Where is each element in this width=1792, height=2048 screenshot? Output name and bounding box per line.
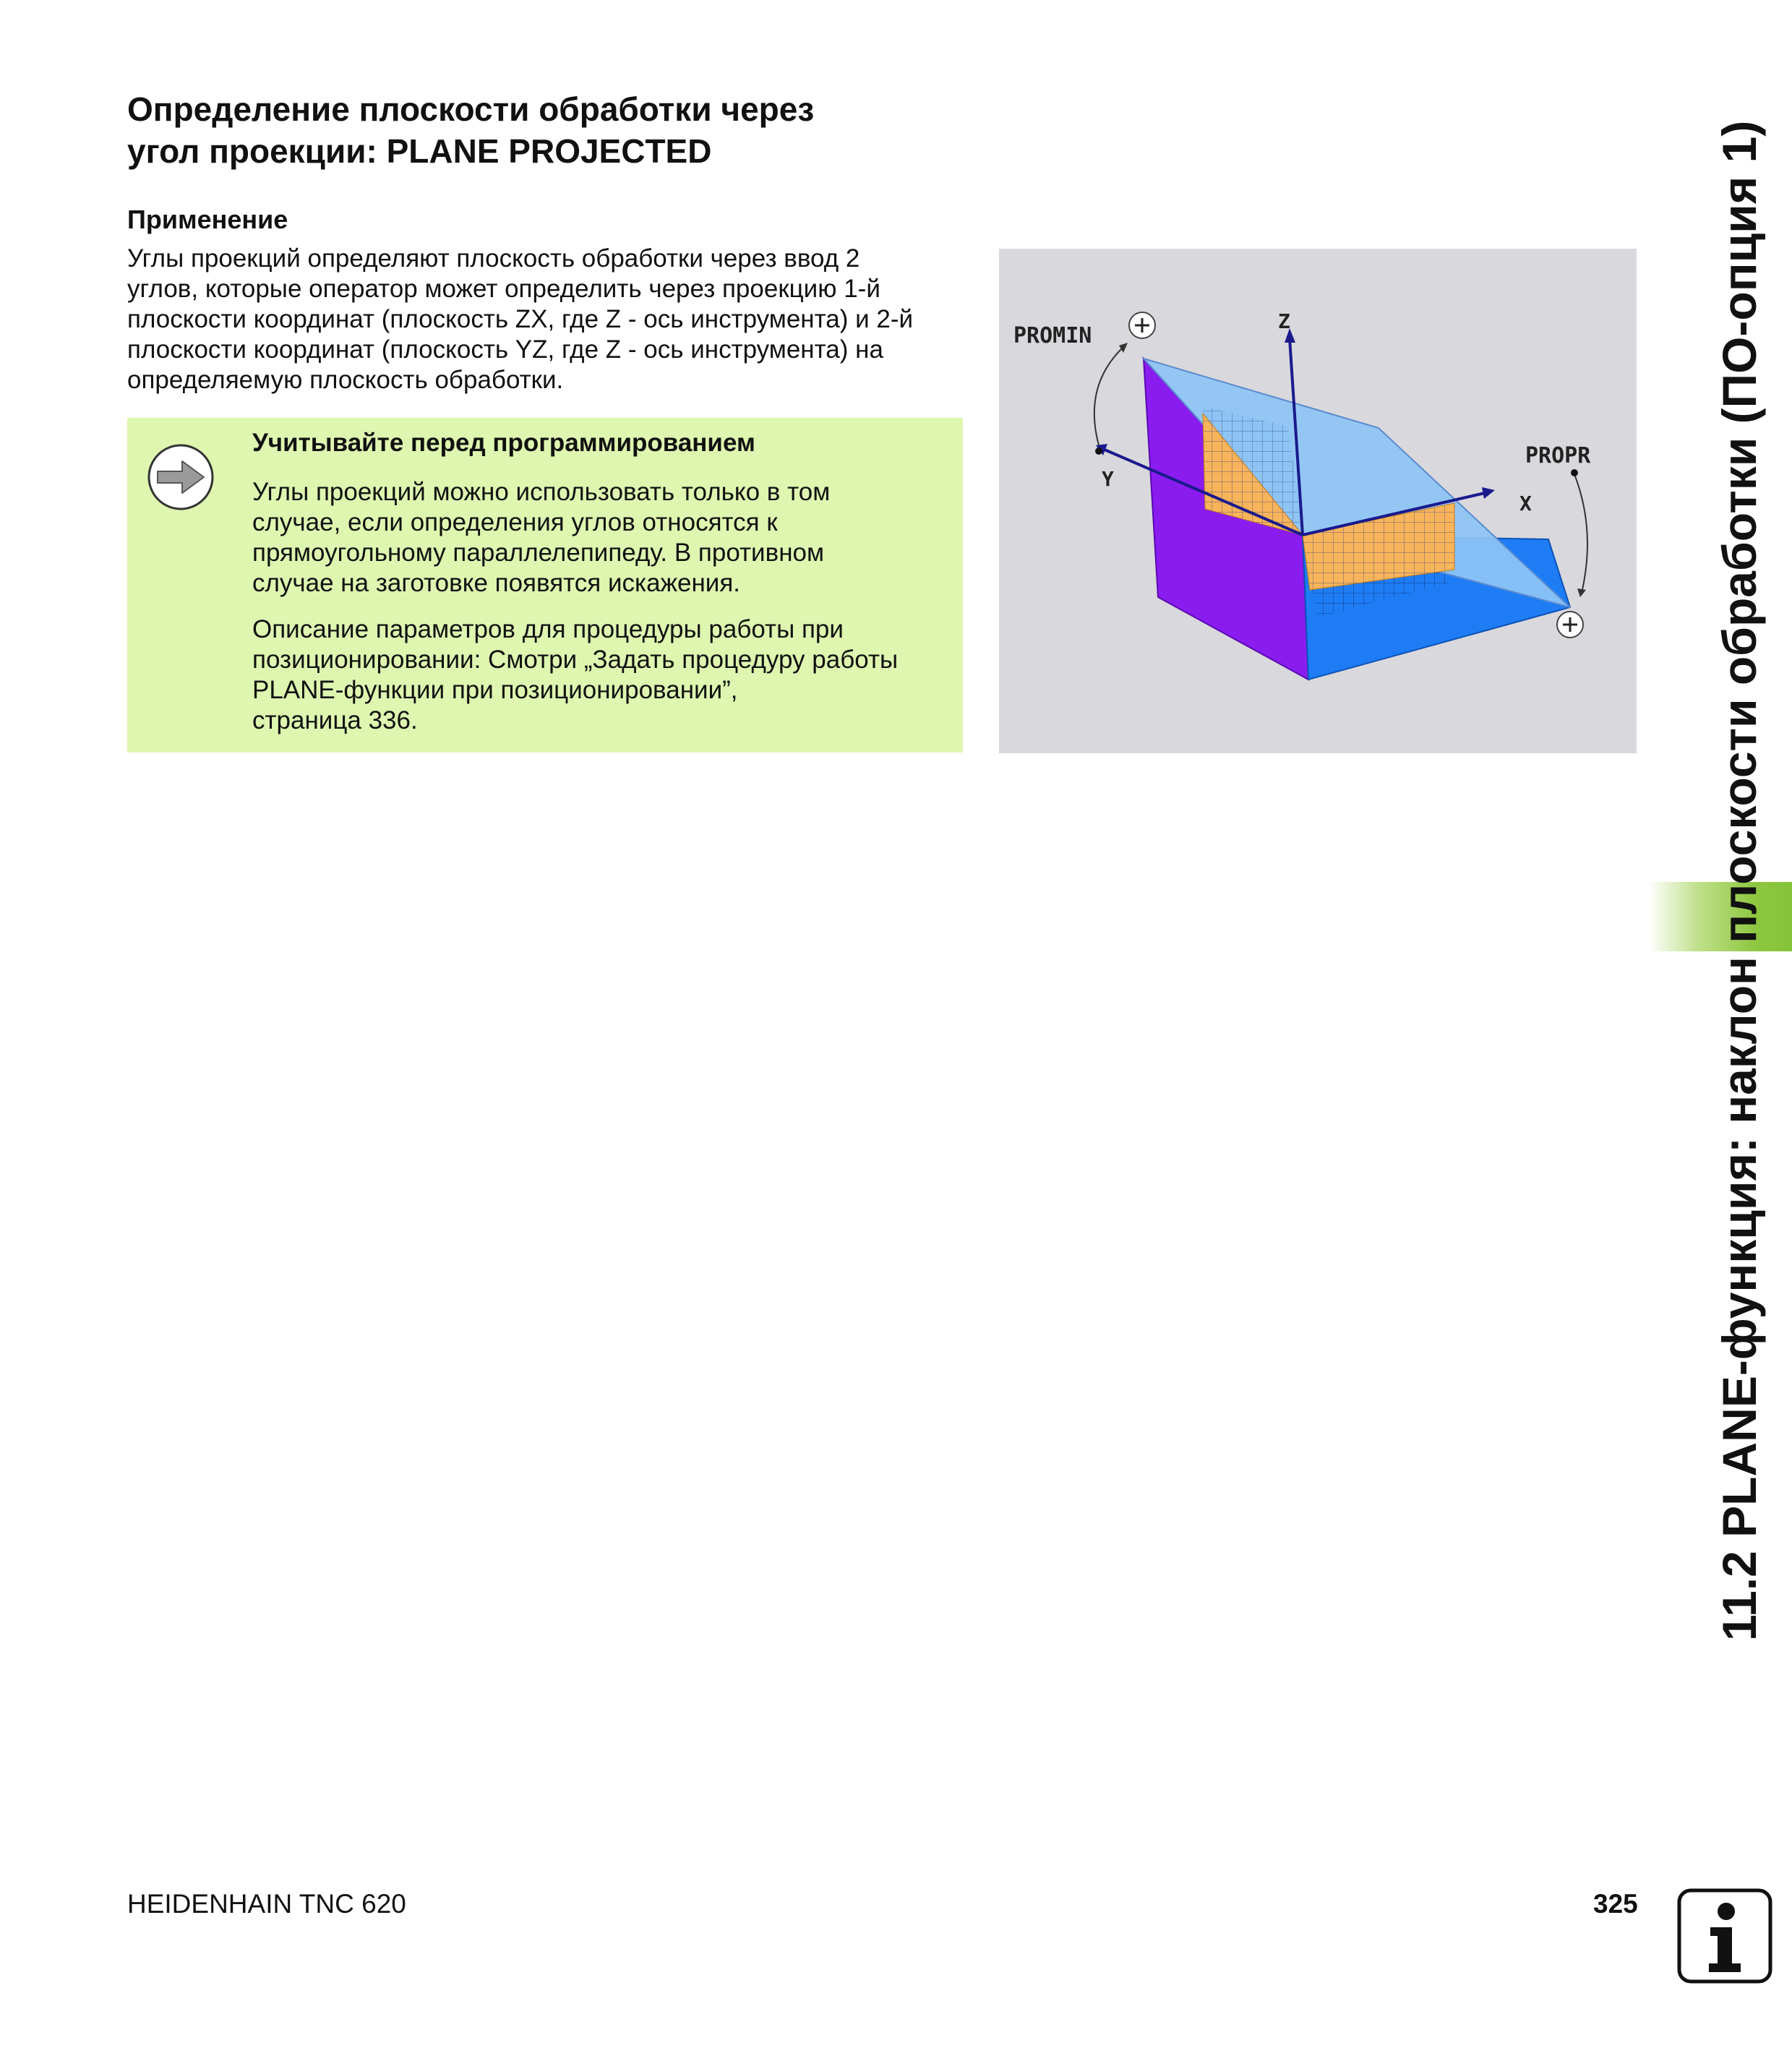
note-box — [127, 418, 963, 753]
x-label: X — [1519, 492, 1532, 515]
chapter-title: 11.2 PLANE-функция: наклон плоскости обработки (ПО-опция 1) — [1712, 120, 1766, 1641]
promin-label: PROMIN — [1013, 323, 1092, 348]
y-point — [1095, 447, 1102, 455]
intro-paragraph — [127, 244, 973, 395]
arrow-right-circle-icon — [146, 442, 215, 512]
note-line: Углы проекций можно использовать только в том — [252, 478, 831, 506]
section-heading: Применение — [127, 205, 288, 234]
plus-marker-right — [1557, 612, 1583, 638]
intro-line: плоскости координат (плоскость ZX, где Z - ось инструмента) и 2-й — [127, 305, 914, 333]
note-paragraph-1 — [252, 477, 830, 599]
plane-projected-diagram — [999, 249, 1637, 753]
intro-line: определяемую плоскость обработки. — [127, 366, 564, 394]
page-number: 325 — [1593, 1889, 1638, 1919]
note-paragraph-2 — [252, 614, 898, 736]
note-line: прямоугольному параллелепипеду. В противном — [252, 539, 825, 567]
info-icon — [1677, 1888, 1772, 1984]
page-title — [127, 88, 995, 172]
note-line: случае, если определения углов относятся к — [252, 508, 778, 536]
page-title-line-1: Определение плоскости обработки через — [127, 90, 815, 128]
z-label: Z — [1278, 309, 1290, 333]
propr-label: PROPR — [1525, 443, 1591, 468]
note-line: PLANE-функции при позиционировании”, — [252, 676, 738, 704]
page-title-line-2: угол проекции: PLANE PROJECTED — [127, 132, 712, 170]
footer-product: HEIDENHAIN TNC 620 — [127, 1889, 406, 1919]
y-label: Y — [1102, 467, 1114, 491]
x-point — [1571, 469, 1578, 476]
note-line: случае на заготовке появятся искажения. — [252, 569, 740, 597]
note-line: Описание параметров для процедуры работы при — [252, 615, 844, 643]
intro-line: плоскости координат (плоскость YZ, где Z - ось инструмента) на — [127, 335, 883, 364]
note-line: страница 336. — [252, 706, 418, 734]
plus-marker-top — [1129, 312, 1155, 338]
note-title: Учитывайте перед программированием — [252, 429, 755, 457]
intro-line: Углы проекций определяют плоскость обработки через ввод 2 — [127, 244, 860, 273]
note-line: позиционировании: Смотри „Задать процедуру работы — [252, 646, 899, 674]
intro-line: углов, которые оператор может определить через проекцию 1-й — [127, 275, 880, 303]
